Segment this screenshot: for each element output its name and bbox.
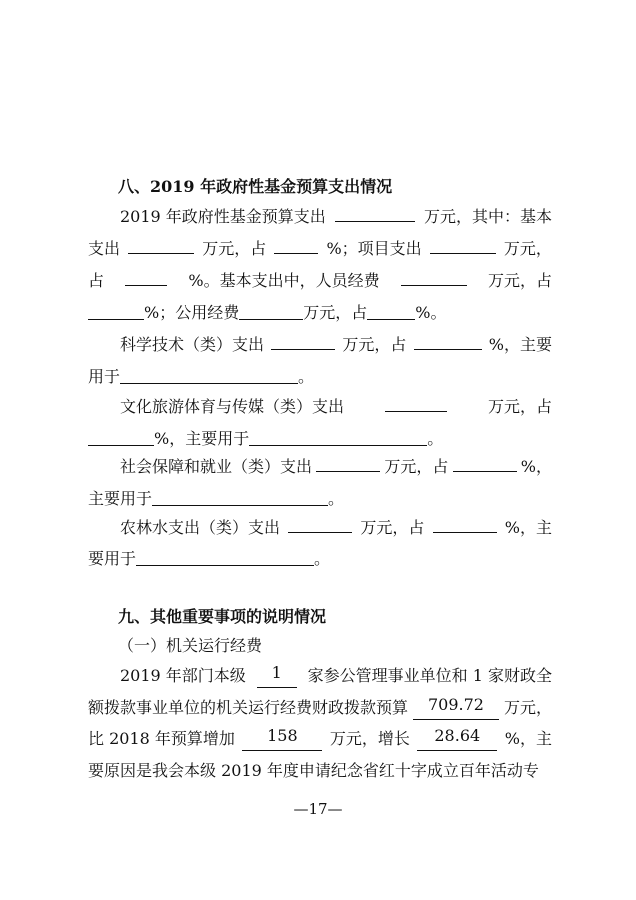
text: 2019 年政府性基金预算支出 — [120, 207, 326, 226]
fill-blank — [274, 237, 318, 254]
text: 。 — [298, 367, 315, 386]
fill-blank — [120, 367, 298, 384]
text: 。 — [427, 429, 444, 448]
text: 万元， — [503, 698, 552, 717]
paragraph-line — [120, 205, 552, 229]
text: 万元，占 — [487, 271, 552, 290]
text: 科学技术（类）支出 — [120, 335, 265, 354]
fill-blank — [401, 269, 467, 286]
fill-blank — [152, 489, 328, 506]
text: 万元，占 — [360, 518, 425, 537]
fill-blank — [430, 237, 496, 254]
text: 主要用于 — [88, 489, 153, 508]
text: %。基本支出中，人员经费 — [188, 271, 380, 290]
text: 要用于 — [88, 549, 137, 568]
page-number: —17— — [293, 800, 343, 818]
fill-blank — [271, 333, 335, 350]
text: %，主要 — [488, 335, 552, 354]
fill-blank — [316, 455, 380, 472]
text: %，主 — [504, 518, 552, 537]
fill-blank — [88, 303, 144, 320]
text: 支出 — [88, 239, 121, 258]
text: 万元，占 — [384, 457, 449, 476]
fill-blank — [453, 455, 517, 472]
filled-value: 1 — [257, 664, 297, 688]
paragraph-line — [88, 427, 552, 451]
text: 。 — [314, 549, 331, 568]
fill-blank — [128, 237, 194, 254]
section-9-heading: 九、其他重要事项的说明情况 — [118, 607, 327, 626]
text: 万元，占 — [303, 303, 368, 322]
text: %，主要用于 — [154, 429, 250, 448]
text: %。 — [415, 303, 447, 322]
filled-value: 158 — [242, 727, 322, 751]
paragraph-line: 要原因是我会本级 2019 年度申请纪念省红十字成立百年活动专 — [88, 761, 539, 780]
text: 万元，占 — [487, 397, 552, 416]
fill-blank — [385, 395, 447, 412]
paragraph-line — [120, 664, 552, 688]
fill-blank — [88, 429, 154, 446]
subsection-heading: （一）机关运行经费 — [118, 636, 263, 655]
paragraph-line — [88, 696, 552, 720]
filled-value: 28.64 — [417, 727, 497, 751]
text: 额拨款事业单位的机关运行经费财政拨款预算 — [88, 698, 409, 717]
paragraph-line — [88, 727, 552, 751]
fill-blank — [239, 303, 303, 320]
text: %，主 — [504, 729, 552, 748]
paragraph-line — [120, 516, 552, 540]
text: 占 — [88, 271, 105, 290]
paragraph-line — [88, 547, 552, 571]
text: 2019 年部门本级 — [120, 666, 246, 685]
fill-blank — [249, 429, 427, 446]
fill-blank — [414, 333, 482, 350]
text: %， — [520, 457, 552, 476]
text: %；项目支出 — [326, 239, 422, 258]
text: 万元，占 — [342, 335, 407, 354]
paragraph-line — [88, 487, 552, 511]
fill-blank — [367, 303, 415, 320]
paragraph-line — [120, 395, 552, 419]
text: 用于 — [88, 367, 121, 386]
paragraph-line — [88, 365, 552, 389]
fill-blank — [136, 549, 314, 566]
text: 农林水支出（类）支出 — [120, 518, 281, 537]
paragraph-line — [88, 301, 552, 325]
fill-blank — [335, 205, 415, 222]
text: 家参公管理事业单位和 1 家财政全 — [307, 666, 552, 685]
text: 。 — [328, 489, 345, 508]
filled-value: 709.72 — [413, 696, 499, 720]
fill-blank — [433, 516, 497, 533]
text: 比 2018 年预算增加 — [88, 729, 235, 748]
section-8-heading: 八、2019 年政府性基金预算支出情况 — [118, 177, 393, 196]
text: 万元，占 — [202, 239, 267, 258]
text: %；公用经费 — [144, 303, 240, 322]
fill-blank — [288, 516, 352, 533]
text: 万元，增长 — [329, 729, 410, 748]
text: 文化旅游体育与传媒（类）支出 — [120, 397, 345, 416]
paragraph-line — [120, 455, 552, 479]
text: 社会保障和就业（类）支出 — [120, 457, 313, 476]
text: 万元， — [503, 239, 552, 258]
fill-blank — [125, 269, 167, 286]
paragraph-line — [88, 237, 552, 261]
text: 万元，其中：基本 — [423, 207, 552, 226]
paragraph-line — [120, 333, 552, 357]
paragraph-line — [88, 269, 552, 293]
